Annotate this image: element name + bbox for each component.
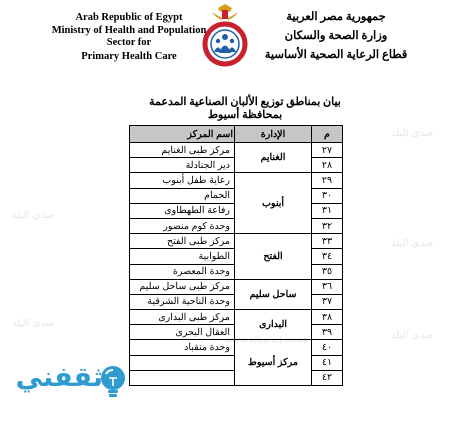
row-number: ٢٩ bbox=[312, 173, 343, 188]
row-number: ٣٣ bbox=[312, 234, 343, 249]
center-name: مركز طبى الفتح bbox=[130, 234, 235, 249]
district-cell: أبنوب bbox=[235, 173, 312, 234]
district-cell: البدارى bbox=[235, 310, 312, 340]
row-number: ٣٠ bbox=[312, 188, 343, 203]
watermark: صدى البلد bbox=[12, 210, 55, 221]
header-english-line: Ministry of Health and Population bbox=[51, 24, 207, 36]
center-name: وحدة منقباد bbox=[130, 340, 235, 355]
header-center: اسم المركز bbox=[130, 126, 235, 143]
header-english-line: Primary Health Care bbox=[81, 50, 177, 62]
header-arabic-line: وزارة الصحة والسكان bbox=[284, 30, 388, 42]
row-number: ٣٢ bbox=[312, 218, 343, 233]
row-number: ٤١ bbox=[312, 355, 343, 370]
table-body bbox=[130, 143, 343, 386]
distribution-table bbox=[129, 125, 343, 386]
brand-logo bbox=[10, 356, 135, 416]
district-cell: الغنايم bbox=[235, 143, 312, 173]
row-number: ٣٤ bbox=[312, 249, 343, 264]
center-name: وحدة كوم منصور bbox=[130, 218, 235, 233]
header-english-line: Arab Republic of Egypt bbox=[75, 12, 183, 23]
table-row bbox=[130, 234, 343, 249]
table-row bbox=[130, 173, 343, 188]
center-name: دير الجنادلة bbox=[130, 158, 235, 173]
center-name: رفاعة الطهطاوى bbox=[130, 203, 235, 218]
row-number: ٣٩ bbox=[312, 325, 343, 340]
watermark: صدى البلد bbox=[12, 318, 55, 329]
document-title: بيان بمناطق توزيع الألبان الصناعية المدعمة بمحافظة أسيوط bbox=[149, 96, 341, 121]
watermark-url: www.elbalad.news bbox=[225, 336, 309, 346]
header-arabic-line: جمهورية مصر العربية bbox=[286, 11, 386, 23]
center-name: مركز طبى ساحل سليم bbox=[130, 279, 235, 294]
watermark: صدى البلد bbox=[391, 128, 434, 139]
center-name: الطوابية bbox=[130, 249, 235, 264]
brand-text: ثقفني bbox=[15, 362, 103, 393]
row-number: ٢٨ bbox=[312, 158, 343, 173]
center-name: رعاية طفل أبنوب bbox=[130, 173, 235, 188]
table-row bbox=[130, 143, 343, 158]
watermark: صدى البلد bbox=[391, 330, 434, 341]
row-number: ٣٥ bbox=[312, 264, 343, 279]
row-number: ٣١ bbox=[312, 203, 343, 218]
header-arabic-line: قطاع الرعاية الصحية الأساسية bbox=[264, 49, 408, 61]
watermark: صدى البلد bbox=[391, 238, 434, 249]
center-name: وحدة المعصرة bbox=[130, 264, 235, 279]
center-name bbox=[130, 370, 235, 385]
center-name: الحمام bbox=[130, 188, 235, 203]
center-name: العقال البحرى bbox=[130, 325, 235, 340]
center-name: وحدة الناحية الشرقية bbox=[130, 294, 235, 309]
row-number: ٣٧ bbox=[312, 294, 343, 309]
header-english bbox=[44, 12, 214, 63]
district-cell: ساحل سليم bbox=[235, 279, 312, 309]
header-english-line: Sector for bbox=[106, 37, 152, 48]
ministry-logo bbox=[200, 2, 250, 72]
district-cell: مركز أسيوط bbox=[235, 340, 312, 386]
table-row bbox=[130, 279, 343, 294]
row-number: ٤٢ bbox=[312, 370, 343, 385]
row-number: ٣٦ bbox=[312, 279, 343, 294]
table-row bbox=[130, 340, 343, 355]
header-arabic bbox=[261, 8, 411, 65]
table-header-row bbox=[130, 126, 343, 143]
center-name: مركز طبى البدارى bbox=[130, 310, 235, 325]
district-cell: الفتح bbox=[235, 234, 312, 280]
header-district: الإدارة bbox=[235, 126, 312, 143]
row-number: ٢٧ bbox=[312, 143, 343, 158]
row-number: ٣٨ bbox=[312, 310, 343, 325]
header-num: م bbox=[312, 126, 343, 143]
center-name bbox=[130, 355, 235, 370]
row-number: ٤٠ bbox=[312, 340, 343, 355]
center-name: مركز طبى الغنايم bbox=[130, 143, 235, 158]
table-row bbox=[130, 310, 343, 325]
